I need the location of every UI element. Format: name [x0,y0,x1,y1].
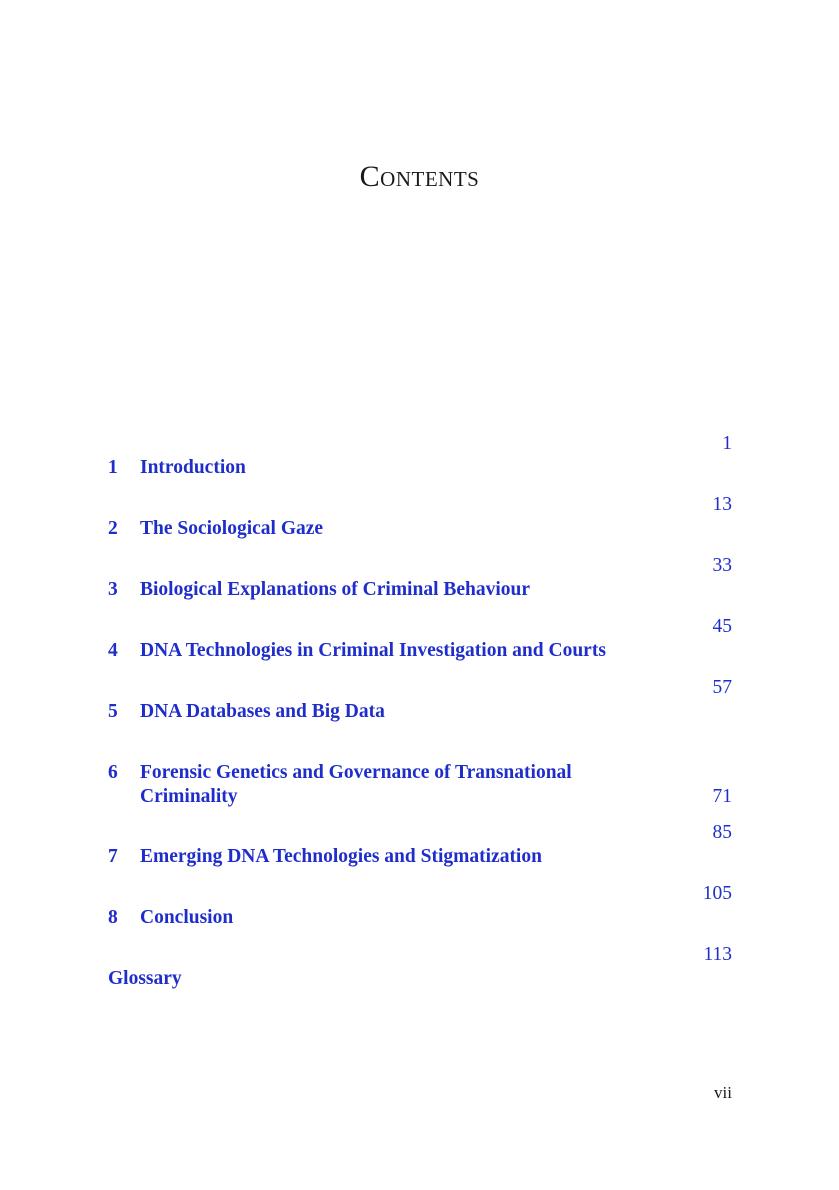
chapter-title: Introduction [140,457,246,478]
chapter-title: Biological Explanations of Criminal Behaviour [140,579,531,600]
chapter-number: 4 [108,640,118,661]
chapter-page-number: 71 [712,786,732,807]
chapter-title: DNA Technologies in Criminal Investigation and Courts [140,640,606,661]
chapter-title: DNA Databases and Big Data [140,701,385,722]
chapter-page-number: 33 [712,555,732,576]
chapter-page-number: 85 [712,822,732,843]
page-title: Contents [359,160,480,193]
chapter-number: 2 [108,518,118,539]
chapter-number: 6 [108,762,118,783]
chapter-number: 3 [108,579,118,600]
chapter-title: Conclusion [140,907,234,928]
chapter-page-number: 13 [712,494,732,515]
chapter-number: 1 [108,457,118,478]
chapter-page-number: 45 [712,616,732,637]
chapter-number: 7 [108,846,118,867]
chapter-page-number: 57 [712,677,732,698]
chapter-title: Emerging DNA Technologies and Stigmatization [140,846,542,867]
glossary-title: Glossary [108,968,182,989]
toc-entry-forensic-genetics[interactable] [108,761,732,809]
glossary-page-number: 113 [703,944,732,965]
chapter-number: 5 [108,701,118,722]
chapter-title: The Sociological Gaze [140,518,324,539]
chapter-page-number: 1 [722,433,732,454]
chapter-title: Forensic Genetics and Governance of Transnational Criminality [140,762,572,807]
page-folio: vii [714,1083,732,1102]
chapter-page-number: 105 [702,883,732,904]
chapter-number: 8 [108,907,118,928]
